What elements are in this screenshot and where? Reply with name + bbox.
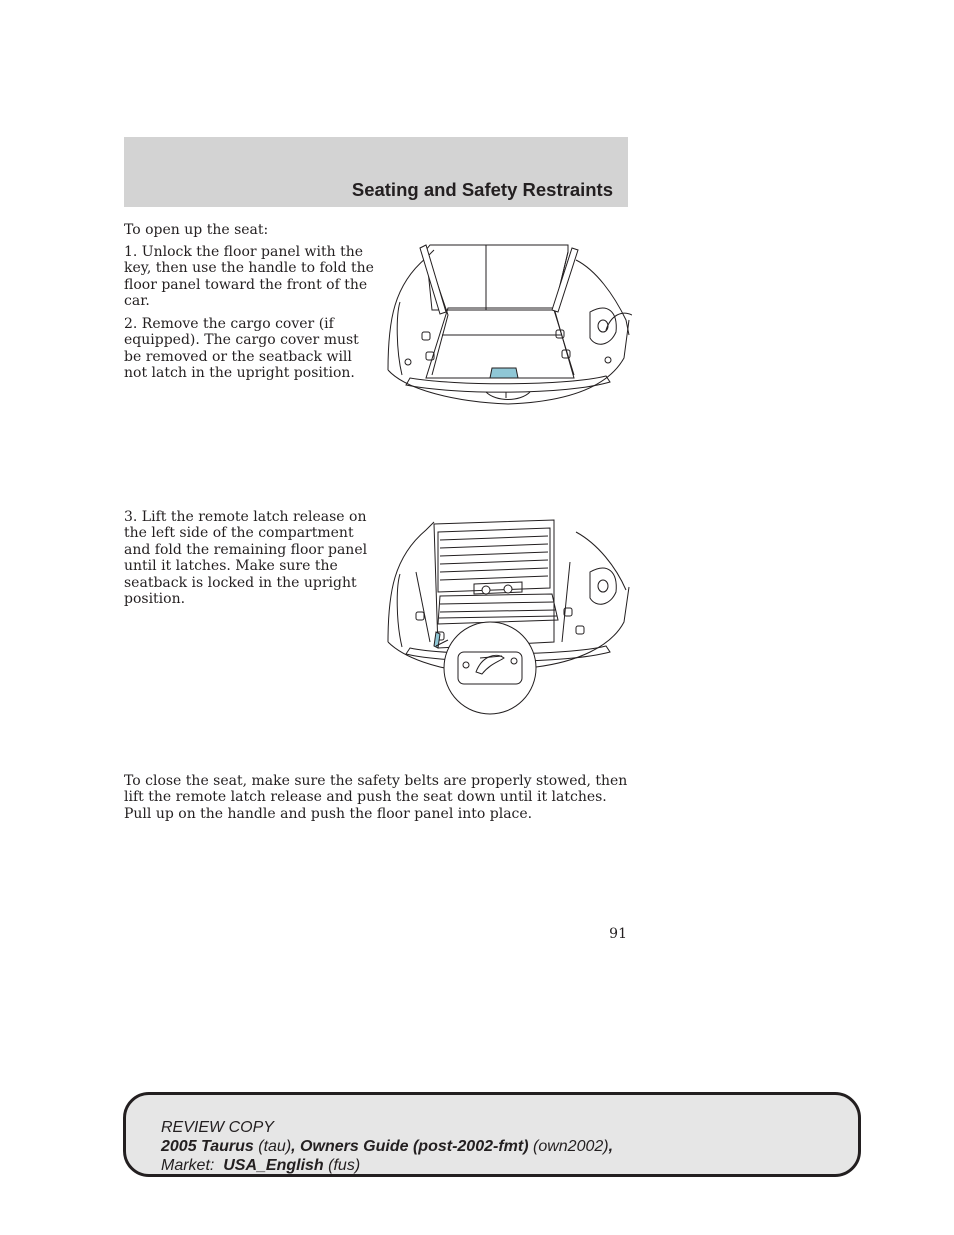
review-copy-label	[161, 1118, 613, 1137]
review-copy-text: REVIEW COPY	[161, 1119, 274, 1136]
separator-1: ,	[291, 1138, 301, 1155]
step-1-text: 1. Unlock the floor panel with the key, then use the handle to fold the floor panel toward the front of the car.	[124, 244, 374, 310]
intro-text: To open up the seat:	[124, 222, 269, 238]
guide-code: (own2002)	[532, 1138, 609, 1155]
section-header	[124, 137, 628, 207]
footer-text	[161, 1118, 613, 1175]
market-label: Market:	[161, 1157, 215, 1174]
section-title: Seating and Safety Restraints	[351, 179, 613, 200]
model-name: 2005 Taurus	[161, 1138, 254, 1155]
market-code: (fus)	[328, 1157, 361, 1174]
guide-name: Owners Guide (post-2002-fmt)	[300, 1138, 529, 1155]
separator-2: ,	[608, 1138, 614, 1155]
closing-text: To close the seat, make sure the safety belts are properly stowed, then lift the remote latch release and push the seat down until it latches. Pull up on the handle and push the floor panel into place.	[124, 773, 628, 822]
footer-line-market	[161, 1156, 613, 1175]
footer-line-model	[161, 1137, 613, 1156]
page-number: 91	[609, 926, 627, 942]
market-name: USA_English	[223, 1157, 324, 1174]
remote-latch-release-illustration	[386, 512, 632, 717]
model-code: (tau)	[258, 1138, 292, 1155]
step-3-text: 3. Lift the remote latch release on the left side of the compartment and fold the remaining floor panel until it latches. Make sure the seatback is locked in the upright position.	[124, 509, 368, 608]
step-2-text: 2. Remove the cargo cover (if equipped). The cargo cover must be removed or the seatback will not latch in the upright position.	[124, 316, 359, 382]
floor-panel-folded-illustration	[386, 240, 632, 410]
